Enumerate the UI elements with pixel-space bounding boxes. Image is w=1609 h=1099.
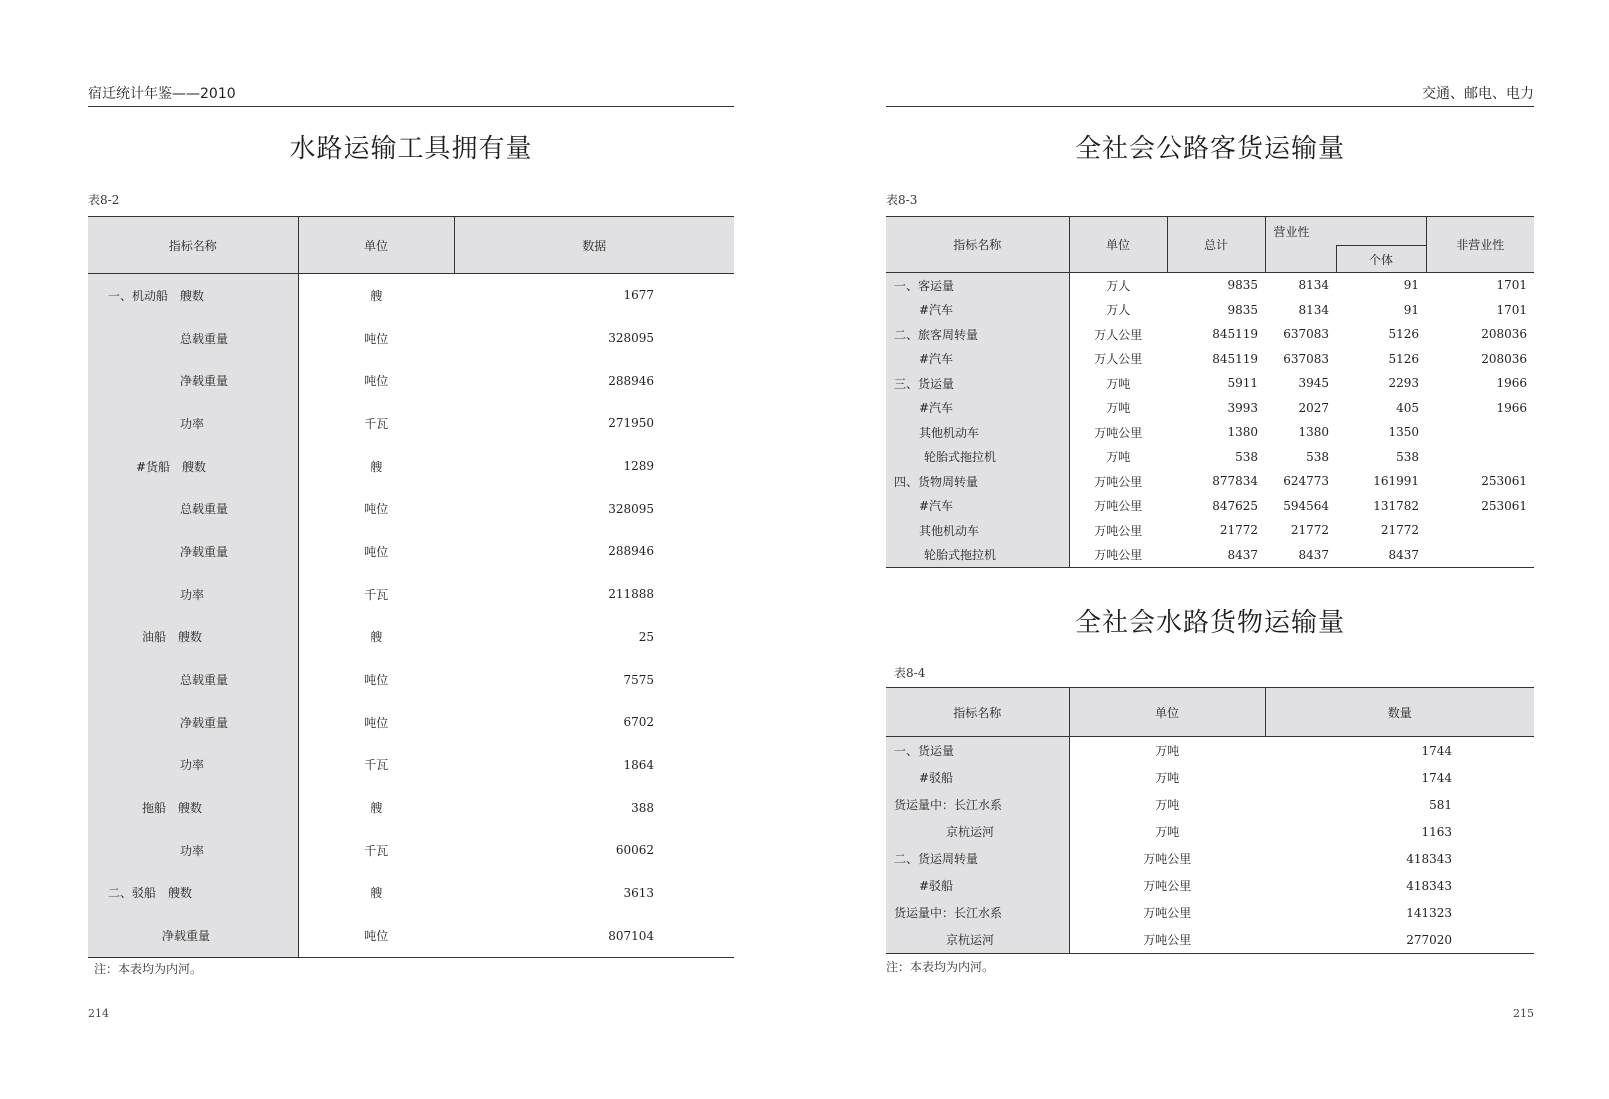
table-row xyxy=(886,322,1534,347)
row-non-operating: 1701 xyxy=(1496,302,1528,317)
row-total: 9835 xyxy=(1227,302,1258,317)
row-operating: 3945 xyxy=(1298,376,1329,391)
row-value: 1677 xyxy=(623,288,654,303)
row-unit: 万吨 xyxy=(1106,401,1131,416)
row-unit: 万吨公里 xyxy=(1143,879,1192,893)
row-name: 拖船 艘数 xyxy=(88,786,298,829)
row-value: 1864 xyxy=(623,757,654,772)
row-total: 538 xyxy=(1235,449,1258,464)
row-operating: 2027 xyxy=(1298,400,1329,415)
row-value: 277020 xyxy=(1265,926,1534,954)
row-name: 四、货物周转量 xyxy=(886,469,1069,494)
row-name: 总载重量 xyxy=(88,487,298,530)
row-non-operating: 208036 xyxy=(1481,327,1528,342)
header-unit: 单位 xyxy=(1069,217,1167,273)
table-row xyxy=(886,543,1534,568)
row-total: 21772 xyxy=(1219,523,1258,538)
row-unit: 万人公里 xyxy=(1094,352,1143,367)
row-value: 388 xyxy=(631,800,654,815)
row-total: 845119 xyxy=(1212,351,1258,366)
row-unit: 吨位 xyxy=(364,502,389,517)
vessel-ownership-table xyxy=(88,216,734,958)
running-head xyxy=(88,86,734,107)
row-value: 288946 xyxy=(608,544,654,559)
table-row xyxy=(88,445,734,488)
row-individual: 131782 xyxy=(1373,498,1420,513)
row-unit: 艘 xyxy=(370,288,383,303)
left-page xyxy=(88,0,734,1099)
header-name: 指标名称 xyxy=(886,688,1069,737)
yearbook-title: 宿迁统计年鉴——2010 xyxy=(88,86,236,102)
table-row xyxy=(886,737,1534,765)
table-row xyxy=(886,273,1534,298)
row-unit: 万吨公里 xyxy=(1094,474,1143,489)
row-individual: 538 xyxy=(1396,449,1420,464)
table-header-row xyxy=(886,688,1534,737)
right-page xyxy=(886,0,1534,1099)
row-value: 328095 xyxy=(608,501,654,516)
row-name: #驳船 xyxy=(886,764,1069,791)
row-name: 货运量中：长江水系 xyxy=(886,899,1069,926)
row-name: 净载重量 xyxy=(88,701,298,744)
row-value: 807104 xyxy=(454,914,734,957)
table-row xyxy=(88,744,734,787)
table-header-row xyxy=(88,217,734,274)
highway-transport-table xyxy=(886,216,1534,568)
row-name: #驳船 xyxy=(886,872,1069,899)
row-total: 8437 xyxy=(1167,543,1265,568)
header-non-operating: 非营业性 xyxy=(1426,217,1534,273)
row-unit: 万吨 xyxy=(1155,798,1180,812)
row-unit: 万吨 xyxy=(1106,376,1131,391)
row-individual: 2293 xyxy=(1388,376,1420,391)
header-name: 指标名称 xyxy=(886,217,1069,273)
header-total: 总计 xyxy=(1167,217,1265,273)
row-non-operating xyxy=(1426,518,1534,543)
row-name: 一、机动船 艘数 xyxy=(88,274,298,317)
table-row xyxy=(88,274,734,317)
row-name: 其他机动车 xyxy=(886,420,1069,445)
row-unit: 艘 xyxy=(370,886,383,901)
row-value: 211888 xyxy=(608,587,654,602)
table-note: 注：本表均为内河。 xyxy=(886,960,995,974)
row-individual: 91 xyxy=(1403,278,1420,293)
table-row xyxy=(886,469,1534,494)
row-name: 一、货运量 xyxy=(886,737,1069,765)
row-unit: 万人公里 xyxy=(1094,327,1143,342)
row-individual: 5126 xyxy=(1388,327,1420,342)
row-unit: 艘 xyxy=(370,459,383,474)
header-quantity: 数量 xyxy=(1265,688,1534,737)
table-row xyxy=(88,914,734,957)
page-title: 水路运输工具拥有量 xyxy=(289,134,533,164)
row-name: 油船 艘数 xyxy=(88,616,298,659)
row-unit: 吨位 xyxy=(364,331,389,346)
row-total: 5911 xyxy=(1227,376,1258,391)
table-row xyxy=(88,573,734,616)
table-row xyxy=(886,445,1534,470)
row-total: 847625 xyxy=(1212,498,1258,513)
row-value: 1744 xyxy=(1421,770,1452,785)
row-value: 1289 xyxy=(623,459,654,474)
table-row xyxy=(88,872,734,915)
row-name: 总载重量 xyxy=(88,658,298,701)
row-unit: 万吨公里 xyxy=(1094,499,1143,514)
row-unit: 吨位 xyxy=(298,914,454,957)
row-non-operating xyxy=(1426,543,1534,568)
table-row xyxy=(886,298,1534,323)
row-individual: 161991 xyxy=(1373,474,1420,489)
row-unit: 艘 xyxy=(370,801,383,816)
row-non-operating: 253061 xyxy=(1481,474,1528,489)
table-row xyxy=(886,818,1534,845)
row-individual: 91 xyxy=(1403,302,1420,317)
row-unit: 万吨公里 xyxy=(1094,523,1143,538)
chapter-title: 交通、邮电、电力 xyxy=(1422,86,1534,102)
row-operating: 624773 xyxy=(1283,474,1329,489)
row-operating: 538 xyxy=(1306,449,1329,464)
row-total: 1380 xyxy=(1227,425,1258,440)
table-row xyxy=(886,420,1534,445)
row-value: 6702 xyxy=(623,715,654,730)
table-row xyxy=(886,845,1534,872)
header-operating-blank xyxy=(1265,246,1336,273)
table-row xyxy=(88,530,734,573)
row-unit: 千瓦 xyxy=(364,587,389,602)
row-value: 271950 xyxy=(608,416,654,431)
row-name: 功率 xyxy=(88,402,298,445)
row-individual: 8437 xyxy=(1336,543,1426,568)
row-name: #汽车 xyxy=(886,298,1069,323)
row-unit: 艘 xyxy=(370,630,383,645)
row-operating: 8437 xyxy=(1265,543,1336,568)
row-unit: 万吨 xyxy=(1155,744,1180,758)
row-individual: 21772 xyxy=(1380,523,1420,538)
row-unit: 万人 xyxy=(1106,303,1131,318)
row-unit: 吨位 xyxy=(364,715,389,730)
row-value: 581 xyxy=(1429,797,1452,812)
row-name: 二、货运周转量 xyxy=(886,845,1069,872)
row-unit: 千瓦 xyxy=(364,416,389,431)
table-row xyxy=(886,764,1534,791)
table-row xyxy=(886,518,1534,543)
row-name: 京杭运河 xyxy=(886,818,1069,845)
row-non-operating: 1966 xyxy=(1496,400,1528,415)
table-84-title: 全社会水路货物运输量 xyxy=(1074,608,1345,638)
row-unit: 万吨公里 xyxy=(1143,906,1192,920)
table-row xyxy=(886,899,1534,926)
row-total: 845119 xyxy=(1212,327,1258,342)
table-number: 表8-2 xyxy=(88,193,120,207)
table-row xyxy=(88,616,734,659)
row-unit: 吨位 xyxy=(364,374,389,389)
row-operating: 8134 xyxy=(1298,302,1329,317)
header-individual: 个体 xyxy=(1336,246,1426,273)
row-operating: 8134 xyxy=(1298,278,1329,293)
table-row xyxy=(88,786,734,829)
row-unit: 万人 xyxy=(1106,278,1131,293)
row-unit: 万吨公里 xyxy=(1143,852,1192,866)
row-unit: 吨位 xyxy=(364,544,389,559)
row-value: 1163 xyxy=(1421,824,1452,839)
row-name: #汽车 xyxy=(886,396,1069,421)
page-number: 214 xyxy=(88,1007,109,1020)
table-row xyxy=(886,396,1534,421)
row-unit: 万吨公里 xyxy=(1094,425,1143,440)
row-name: 功率 xyxy=(88,573,298,616)
header-unit: 单位 xyxy=(298,217,454,274)
row-non-operating: 208036 xyxy=(1481,351,1528,366)
row-unit: 千瓦 xyxy=(364,758,389,773)
row-value: 60062 xyxy=(615,843,654,858)
row-name: 其他机动车 xyxy=(886,518,1069,543)
table-row xyxy=(886,494,1534,519)
row-name: #汽车 xyxy=(886,347,1069,372)
table-row xyxy=(886,791,1534,818)
row-unit: 吨位 xyxy=(364,673,389,688)
row-non-operating: 253061 xyxy=(1481,498,1528,513)
table-row xyxy=(886,371,1534,396)
row-value: 328095 xyxy=(608,331,654,346)
row-value: 7575 xyxy=(623,672,654,687)
page-number: 215 xyxy=(1513,1007,1534,1020)
row-name: 净载重量 xyxy=(88,359,298,402)
waterway-freight-table xyxy=(886,687,1534,954)
row-name: 净载重量 xyxy=(88,914,298,957)
running-head xyxy=(886,86,1534,107)
row-total: 877834 xyxy=(1212,474,1258,489)
row-value: 418343 xyxy=(1406,878,1452,893)
row-unit: 万吨公里 xyxy=(1069,543,1167,568)
table-row xyxy=(886,347,1534,372)
table-row xyxy=(88,487,734,530)
row-non-operating xyxy=(1426,420,1534,445)
row-name: 京杭运河 xyxy=(886,926,1069,954)
row-unit: 万吨 xyxy=(1106,450,1131,465)
row-operating: 637083 xyxy=(1283,351,1329,366)
table-83-title: 全社会公路客货运输量 xyxy=(1074,134,1345,164)
table-row xyxy=(88,317,734,360)
row-name: 总载重量 xyxy=(88,317,298,360)
row-individual: 5126 xyxy=(1388,351,1420,366)
table-note: 注：本表均为内河。 xyxy=(94,962,203,976)
row-name: 功率 xyxy=(88,829,298,872)
row-unit: 万吨 xyxy=(1155,771,1180,785)
table-row xyxy=(88,829,734,872)
table-row xyxy=(886,872,1534,899)
row-value: 418343 xyxy=(1406,851,1452,866)
row-unit: 万吨 xyxy=(1155,825,1180,839)
header-data: 数据 xyxy=(454,217,734,274)
row-non-operating: 1966 xyxy=(1496,376,1528,391)
row-value: 288946 xyxy=(608,373,654,388)
row-name: #汽车 xyxy=(886,494,1069,519)
table-header-row xyxy=(886,217,1534,246)
table-number: 表8-3 xyxy=(886,193,918,207)
row-value: 25 xyxy=(638,629,654,644)
row-unit: 千瓦 xyxy=(364,843,389,858)
row-operating: 1380 xyxy=(1298,425,1329,440)
row-name: 轮胎式拖拉机 xyxy=(886,543,1069,568)
row-operating: 637083 xyxy=(1283,327,1329,342)
row-individual: 405 xyxy=(1396,400,1420,415)
row-name: 功率 xyxy=(88,744,298,787)
row-name: 三、货运量 xyxy=(886,371,1069,396)
row-name: 二、驳船 艘数 xyxy=(88,872,298,915)
row-value: 1744 xyxy=(1421,743,1452,758)
row-name: 二、旅客周转量 xyxy=(886,322,1069,347)
row-operating: 21772 xyxy=(1290,523,1329,538)
table-row xyxy=(886,926,1534,954)
table-row xyxy=(88,359,734,402)
row-value: 141323 xyxy=(1406,905,1452,920)
table-row xyxy=(88,402,734,445)
header-name: 指标名称 xyxy=(88,217,298,274)
row-unit: 万吨公里 xyxy=(1069,926,1265,954)
header-operating: 营业性 xyxy=(1265,217,1426,246)
table-row xyxy=(88,701,734,744)
row-individual: 1350 xyxy=(1388,425,1420,440)
row-name: 轮胎式拖拉机 xyxy=(886,445,1069,470)
row-operating: 594564 xyxy=(1283,498,1329,513)
row-name: #货船 艘数 xyxy=(88,445,298,488)
row-name: 净载重量 xyxy=(88,530,298,573)
row-total: 9835 xyxy=(1227,278,1258,293)
row-name: 一、客运量 xyxy=(886,273,1069,298)
table-number: 表8-4 xyxy=(894,666,926,680)
row-value: 3613 xyxy=(623,885,654,900)
row-total: 3993 xyxy=(1227,400,1258,415)
header-unit: 单位 xyxy=(1069,688,1265,737)
row-non-operating xyxy=(1426,445,1534,470)
row-name: 货运量中：长江水系 xyxy=(886,791,1069,818)
table-row xyxy=(88,658,734,701)
row-non-operating: 1701 xyxy=(1496,278,1528,293)
